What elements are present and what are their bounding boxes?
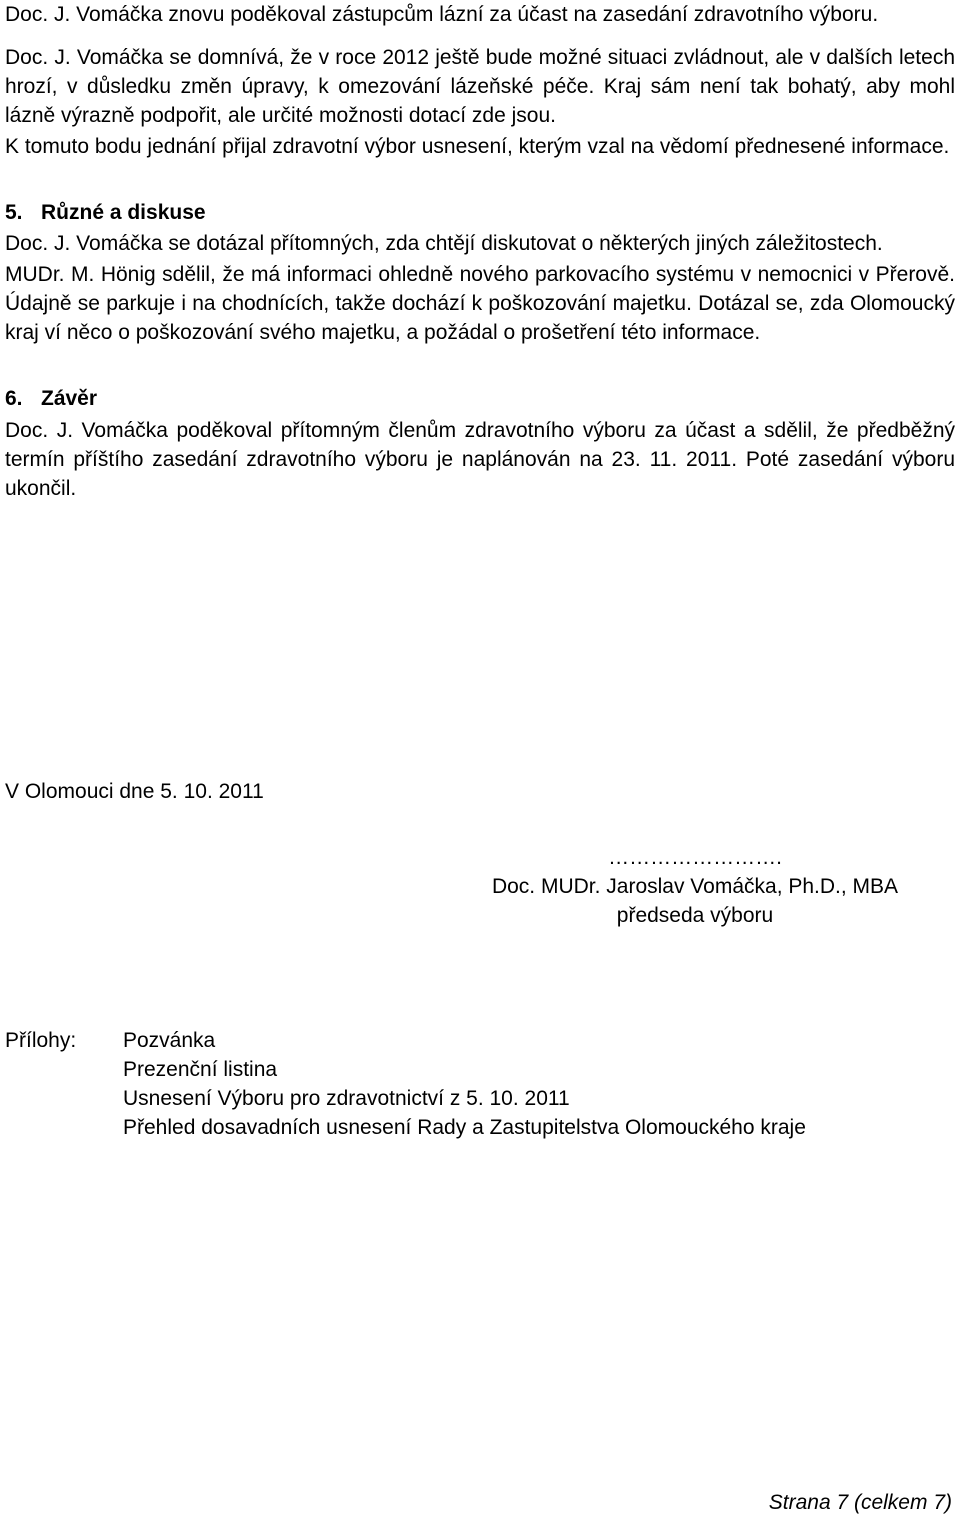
signature-dots: …………………….: [608, 846, 782, 869]
paragraph-spa-care: Doc. J. Vomáčka se domnívá, že v roce 2012 ještě bude možné situaci zvládnout, ale v dalších letech hrozí, v důsledku změn úpravy, k omezování lázeňské péče. Kraj sám není tak bohatý, aby mohl lázně výrazně podpořit, ale určité možnosti dotací zde jsou.: [5, 46, 955, 127]
signature-name: Doc. MUDr. Jaroslav Vomáčka, Ph.D., MBA: [491, 875, 899, 898]
attachment-item: Přehled dosavadních usnesení Rady a Zastupitelstva Olomouckého kraje: [123, 1116, 806, 1139]
paragraph-resolution: K tomuto bodu jednání přijal zdravotní výbor usnesení, kterým vzal na vědomí přednesené informace.: [5, 135, 950, 158]
document-page: [5, 0, 955, 1517]
paragraph-thanks: Doc. J. Vomáčka znovu poděkoval zástupcům lázní za účast na zasedání zdravotního výboru.: [5, 3, 879, 26]
page-footer: Strana 7 (celkem 7): [768, 1491, 952, 1514]
paragraph-conclusion: Doc. J. Vomáčka poděkoval přítomným členům zdravotního výboru za účast a sdělil, že předběžný termín příštího zasedání zdravotního výboru je naplánován na 23. 11. 2011. Poté zasedání výboru ukončil.: [5, 419, 955, 500]
attachment-item: Pozvánka: [123, 1029, 216, 1052]
attachment-item: Prezenční listina: [123, 1058, 278, 1081]
attachments-list: [123, 1026, 806, 1142]
section-5-heading: [5, 198, 955, 227]
place-date: V Olomouci dne 5. 10. 2011: [5, 780, 264, 803]
paragraph-discussion-question: Doc. J. Vomáčka se dotázal přítomných, zda chtějí diskutovat o některých jiných záležitostech.: [5, 232, 883, 255]
signature-role: předseda výboru: [616, 904, 774, 927]
paragraph-parking: MUDr. M. Hönig sdělil, že má informaci ohledně nového parkovacího systému v nemocnici v Přerově. Údajně se parkuje i na chodnících, takže dochází k poškozování majetku. Dotázal se, zda Olomoucký kraj ví něco o poškozování svého majetku, a požádal o prošetření této informace.: [5, 263, 955, 344]
section-5-number: 5.: [5, 201, 23, 224]
top-block: [5, 0, 955, 503]
section-6-number: 6.: [5, 387, 23, 410]
section-5-title: Různé a diskuse: [41, 201, 206, 224]
section-6-heading: [5, 384, 955, 413]
attachments-label: Přílohy:: [5, 1029, 77, 1052]
attachment-item: Usnesení Výboru pro zdravotnictví z 5. 10. 2011: [123, 1087, 570, 1110]
section-6-title: Závěr: [41, 387, 98, 410]
